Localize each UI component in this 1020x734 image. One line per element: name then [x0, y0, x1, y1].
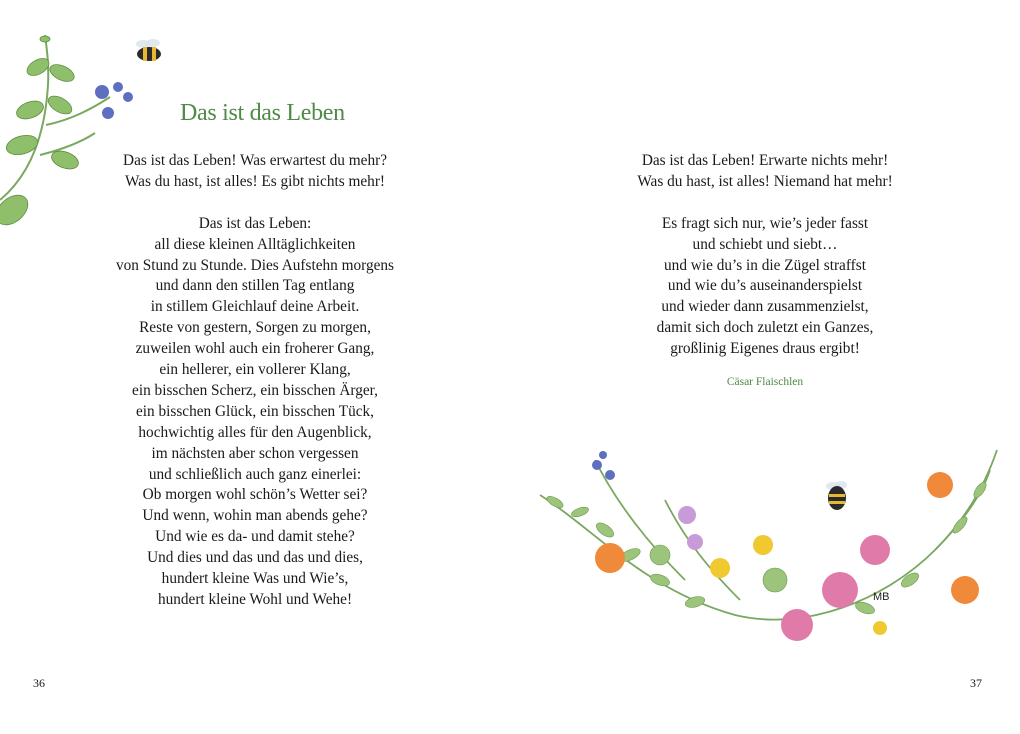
poem-line: Ob morgen wohl schön’s Wetter sei?: [142, 486, 368, 504]
poem-line: und schiebt und siebt…: [692, 235, 838, 253]
stanza-gap: [0, 193, 510, 214]
poem-line: und wie du’s auseinanderspielst: [667, 277, 863, 295]
poem-line: Das ist das Leben:: [198, 214, 312, 232]
stanza-gap: [510, 193, 1020, 214]
poem-line: ein bisschen Scherz, ein bisschen Ärger,: [132, 381, 378, 399]
poem-line: Reste von gestern, Sorgen zu morgen,: [139, 319, 371, 337]
poem-line: ein hellerer, ein vollerer Klang,: [159, 361, 351, 379]
poem-line: Und dies und das und das und dies,: [147, 549, 363, 567]
right-page: [510, 0, 1020, 734]
poem-line: Es fragt sich nur, wie’s jeder fasst: [661, 214, 869, 232]
poem-line: Und wie es da- und damit stehe?: [155, 528, 355, 546]
poem-line: großlinig Eigenes draus ergibt!: [670, 340, 860, 358]
poem-line: hundert kleine Wohl und Wehe!: [157, 591, 353, 609]
poem-line: Was du hast, ist alles! Es gibt nichts mehr!: [124, 172, 386, 190]
poem-line: Das ist das Leben! Erwarte nichts mehr!: [641, 152, 889, 169]
poem-line: im nächsten aber schon vergessen: [151, 444, 359, 462]
illustrator-signature: MB: [873, 591, 890, 603]
poem-author: Cäsar Flaischlen: [726, 376, 804, 388]
poem-line: hundert kleine Was und Wie’s,: [161, 570, 349, 588]
bee-illustration: [131, 38, 167, 66]
poem-line: in stillem Gleichlauf deine Arbeit.: [150, 298, 360, 316]
poem-line: und wieder dann zusammenzielst,: [661, 298, 869, 316]
page-number-right: 37: [970, 676, 982, 690]
poem-title: Das ist das Leben: [180, 100, 345, 126]
poem-line: ein bisschen Glück, ein bisschen Tück,: [135, 402, 375, 420]
poem-line: hochwichtig alles für den Augenblick,: [138, 423, 372, 441]
poem-right-text: [510, 151, 1020, 360]
poem-line: zuweilen wohl auch ein froherer Gang,: [135, 340, 375, 358]
poem-line: und schließlich auch ganz einerlei:: [148, 465, 362, 483]
poem-line: Und wenn, wohin man abends gehe?: [142, 507, 368, 525]
page-number-left: 36: [33, 676, 45, 690]
poem-line: Was du hast, ist alles! Niemand hat mehr!: [637, 172, 893, 190]
poem-line: Das ist das Leben! Was erwartest du mehr?: [123, 152, 387, 169]
poem-line: von Stund zu Stunde. Dies Aufstehn morgens: [115, 256, 395, 274]
poem-line: damit sich doch zuletzt ein Ganzes,: [656, 319, 874, 337]
poem-line: und wie du’s in die Zügel straffst: [664, 256, 866, 274]
poem-line: all diese kleinen Alltäglichkeiten: [154, 235, 356, 253]
poem-line: und dann den stillen Tag entlang: [155, 277, 355, 295]
flower-wreath-illustration: [535, 440, 1005, 650]
poem-left-text: [0, 151, 510, 611]
